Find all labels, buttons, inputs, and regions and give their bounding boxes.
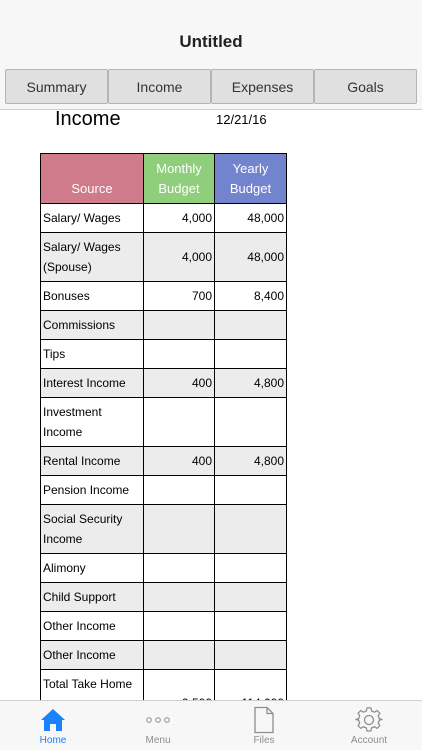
sheet-heading: Income xyxy=(55,108,121,130)
table-row xyxy=(41,583,287,612)
header-source[interactable]: Source xyxy=(41,154,144,204)
tabbar-account-label: Account xyxy=(350,735,388,746)
table-row xyxy=(41,476,287,505)
source-cell[interactable]: Pension Income xyxy=(41,476,144,505)
table-row xyxy=(41,554,287,583)
table-row xyxy=(41,204,287,233)
navigation-bar xyxy=(0,0,422,65)
table-row xyxy=(41,369,287,398)
source-cell[interactable]: Salary/ Wages (Spouse) xyxy=(41,233,144,282)
tabbar-account[interactable] xyxy=(324,701,414,751)
monthly-cell[interactable] xyxy=(144,554,215,583)
source-cell[interactable]: Total Take Home xyxy=(41,670,144,714)
source-cell[interactable]: Other Income xyxy=(41,641,144,670)
source-cell[interactable]: Interest Income xyxy=(41,369,144,398)
table-row xyxy=(41,398,287,447)
file-icon xyxy=(253,706,275,734)
more-icon xyxy=(144,706,172,734)
yearly-cell[interactable] xyxy=(215,554,287,583)
source-cell[interactable]: Alimony xyxy=(41,554,144,583)
monthly-cell[interactable]: 4,000 xyxy=(144,204,215,233)
tabbar-menu-label: Menu xyxy=(145,735,171,746)
monthly-cell[interactable] xyxy=(144,583,215,612)
table-row xyxy=(41,447,287,476)
monthly-cell[interactable]: 400 xyxy=(144,447,215,476)
source-cell[interactable]: Tips xyxy=(41,340,144,369)
yearly-cell[interactable] xyxy=(215,583,287,612)
yearly-cell[interactable]: 4,800 xyxy=(215,369,287,398)
source-cell[interactable]: Bonuses xyxy=(41,282,144,311)
source-cell[interactable]: Investment Income xyxy=(41,398,144,447)
tabbar-home[interactable] xyxy=(8,701,98,751)
source-cell[interactable]: Other Income xyxy=(41,612,144,641)
tab-income[interactable]: Income xyxy=(108,69,211,104)
monthly-cell[interactable]: 400 xyxy=(144,369,215,398)
monthly-cell[interactable] xyxy=(144,311,215,340)
table-row xyxy=(41,641,287,670)
monthly-cell[interactable] xyxy=(144,641,215,670)
tabbar-menu[interactable] xyxy=(113,701,203,751)
header-monthly-budget[interactable]: Monthly Budget xyxy=(144,154,215,204)
income-table xyxy=(40,153,287,714)
yearly-cell[interactable]: 48,000 xyxy=(215,233,287,282)
monthly-cell[interactable] xyxy=(144,612,215,641)
tabbar-files-label: Files xyxy=(253,735,275,746)
yearly-cell[interactable] xyxy=(215,311,287,340)
sheet-date: 12/21/16 xyxy=(216,112,267,127)
monthly-cell[interactable]: 4,000 xyxy=(144,233,215,282)
tab-summary[interactable]: Summary xyxy=(5,69,108,104)
yearly-cell[interactable]: 48,000 xyxy=(215,204,287,233)
tabbar-files[interactable] xyxy=(219,701,309,751)
table-row xyxy=(41,505,287,554)
source-cell[interactable]: Rental Income xyxy=(41,447,144,476)
monthly-cell[interactable]: 700 xyxy=(144,282,215,311)
table-row xyxy=(41,340,287,369)
tab-expenses[interactable]: Expenses xyxy=(211,69,314,104)
yearly-cell[interactable]: 4,800 xyxy=(215,447,287,476)
yearly-cell[interactable] xyxy=(215,612,287,641)
table-row xyxy=(41,282,287,311)
bottom-tab-bar xyxy=(0,700,422,750)
source-cell[interactable]: Salary/ Wages xyxy=(41,204,144,233)
header-yearly-budget[interactable]: Yearly Budget xyxy=(215,154,287,204)
tabbar-home-label: Home xyxy=(39,735,67,746)
source-cell[interactable]: Commissions xyxy=(41,311,144,340)
source-cell[interactable]: Child Support xyxy=(41,583,144,612)
sheet-tabs xyxy=(0,65,422,110)
monthly-cell[interactable] xyxy=(144,476,215,505)
yearly-cell[interactable] xyxy=(215,641,287,670)
header-row xyxy=(41,154,287,204)
gear-icon xyxy=(355,706,383,734)
monthly-cell[interactable] xyxy=(144,398,215,447)
yearly-cell[interactable] xyxy=(215,476,287,505)
yearly-cell[interactable] xyxy=(215,340,287,369)
tab-goals[interactable]: Goals xyxy=(314,69,417,104)
home-icon xyxy=(39,706,67,734)
yearly-cell[interactable] xyxy=(215,505,287,554)
table-row xyxy=(41,612,287,641)
document-title: Untitled xyxy=(179,32,243,51)
table-row xyxy=(41,233,287,282)
monthly-cell[interactable] xyxy=(144,505,215,554)
yearly-cell[interactable]: 8,400 xyxy=(215,282,287,311)
monthly-cell[interactable] xyxy=(144,340,215,369)
table-row xyxy=(41,311,287,340)
source-cell[interactable]: Social Security Income xyxy=(41,505,144,554)
yearly-cell[interactable] xyxy=(215,398,287,447)
